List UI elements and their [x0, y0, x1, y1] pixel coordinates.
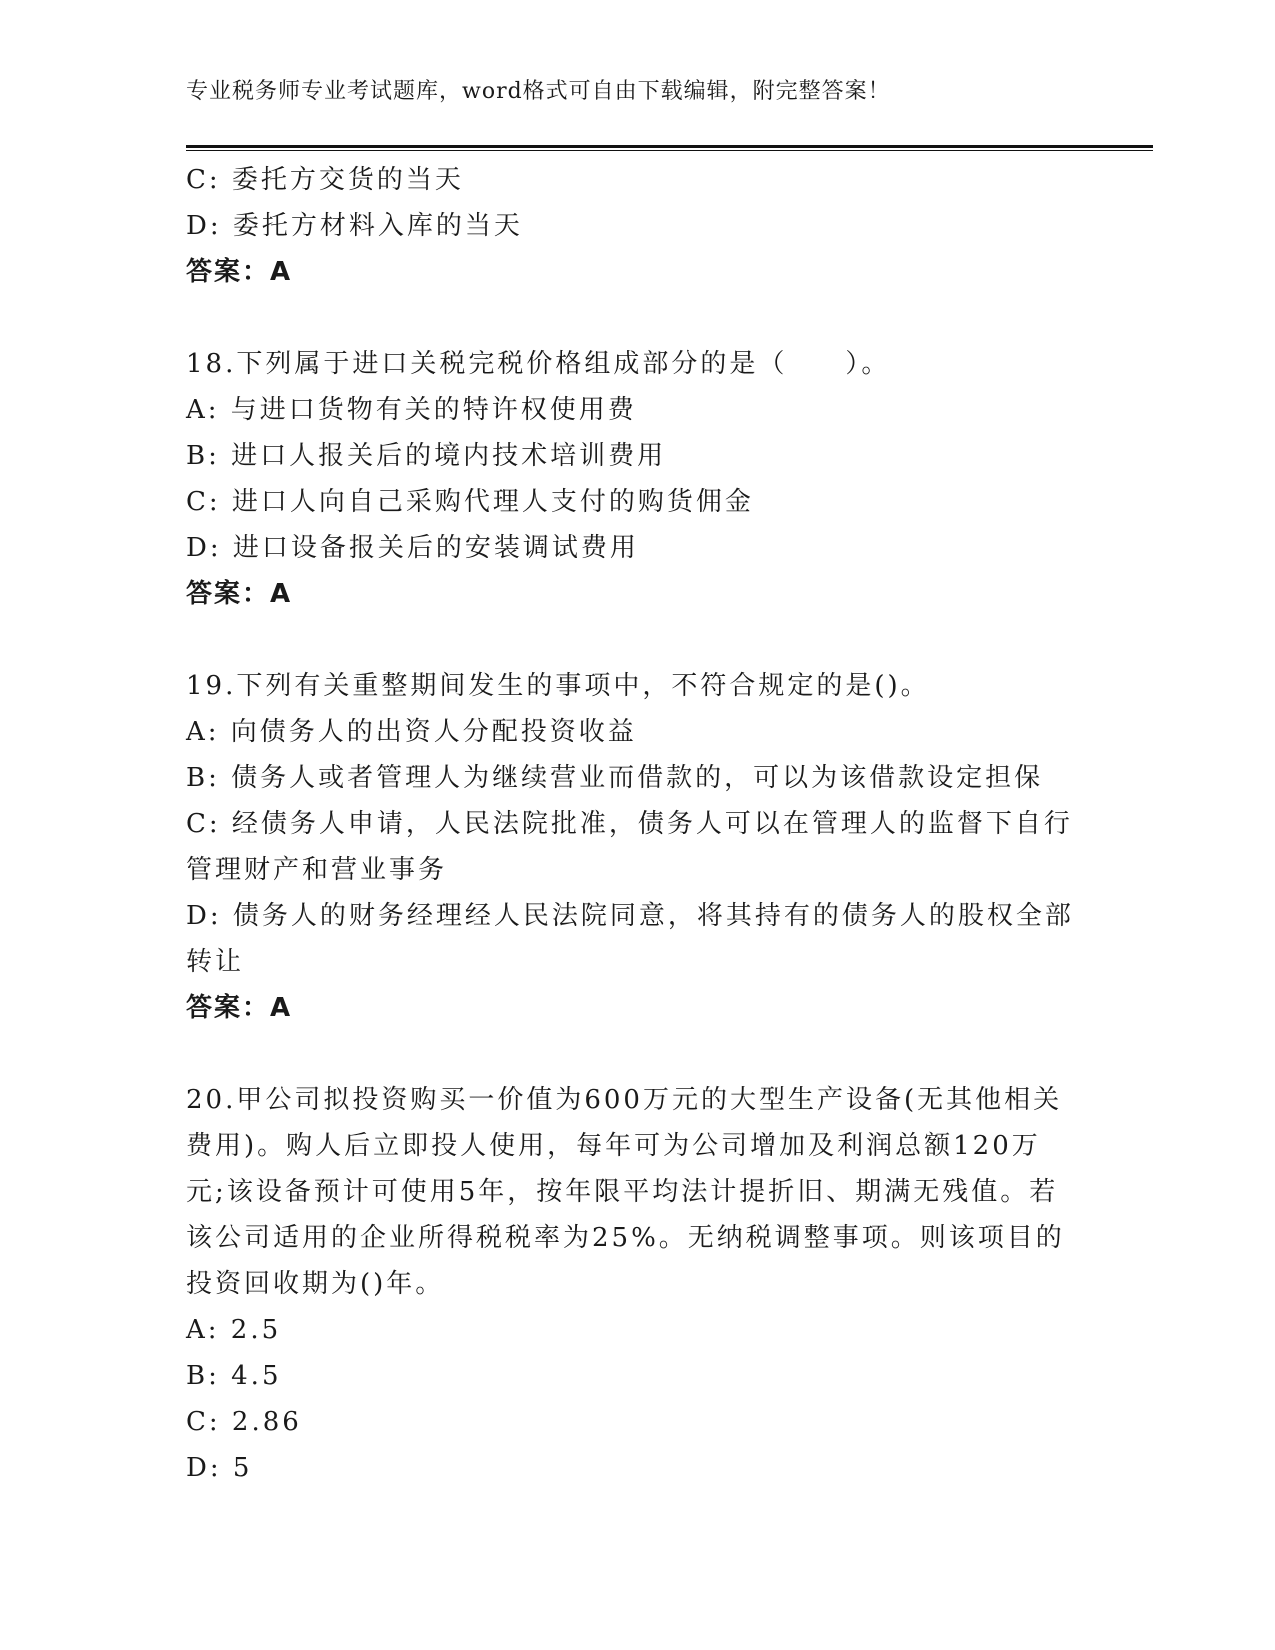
spacer — [186, 295, 1076, 341]
question-20-text: 20.甲公司拟投资购买一价值为600万元的大型生产设备(无其他相关费用)。购人后立即投人使用，每年可为公司增加及利润总额120万元;该设备预计可使用5年，按年限平均法计提折旧、期满无残值。若该公司适用的企业所得税税率为25%。无纳税调整事项。则该项目的投资回收期为()年。 — [186, 1085, 1065, 1299]
option-d: D: 委托方材料入库的当天 — [186, 211, 523, 241]
answer-line: 答案：A — [186, 579, 293, 609]
question-18-text: 18.下列属于进口关税完税价格组成部分的是（ ）。 — [186, 349, 891, 379]
page-header: 专业税务师专业考试题库，word格式可自由下载编辑，附完整答案！ — [186, 79, 891, 104]
spacer — [186, 617, 1076, 663]
option-c: C: 经债务人申请，人民法院批准，债务人可以在管理人的监督下自行管理财产和营业事务 — [186, 809, 1073, 885]
option-b: B: 进口人报关后的境内技术培训费用 — [186, 441, 667, 471]
question-19-text: 19.下列有关重整期间发生的事项中，不符合规定的是()。 — [186, 671, 930, 701]
option-c: C: 委托方交货的当天 — [186, 165, 464, 195]
option-a: A: 向债务人的出资人分配投资收益 — [186, 717, 637, 747]
option-b: B: 债务人或者管理人为继续营业而借款的，可以为该借款设定担保 — [186, 763, 1044, 793]
option-d: D: 5 — [186, 1453, 253, 1483]
spacer — [186, 1031, 1076, 1077]
option-c: C: 进口人向自己采购代理人支付的购货佣金 — [186, 487, 754, 517]
option-b: B: 4.5 — [186, 1361, 282, 1391]
option-c: C: 2.86 — [186, 1407, 302, 1437]
option-d: D: 债务人的财务经理经人民法院同意，将其持有的债务人的股权全部转让 — [186, 901, 1074, 977]
question-18-block — [186, 341, 1076, 617]
header-rule-thin — [186, 150, 1153, 151]
option-a: A: 2.5 — [186, 1315, 282, 1345]
option-a: A: 与进口货物有关的特许权使用费 — [186, 395, 637, 425]
question-20-block — [186, 1077, 1076, 1491]
answer-line: 答案：A — [186, 257, 293, 287]
answer-line: 答案：A — [186, 993, 293, 1023]
option-d: D: 进口设备报关后的安装调试费用 — [186, 533, 639, 563]
document-body — [186, 157, 1076, 1491]
prev-question-block — [186, 157, 1076, 295]
question-19-block — [186, 663, 1076, 1031]
header-rule-thick — [186, 145, 1153, 148]
